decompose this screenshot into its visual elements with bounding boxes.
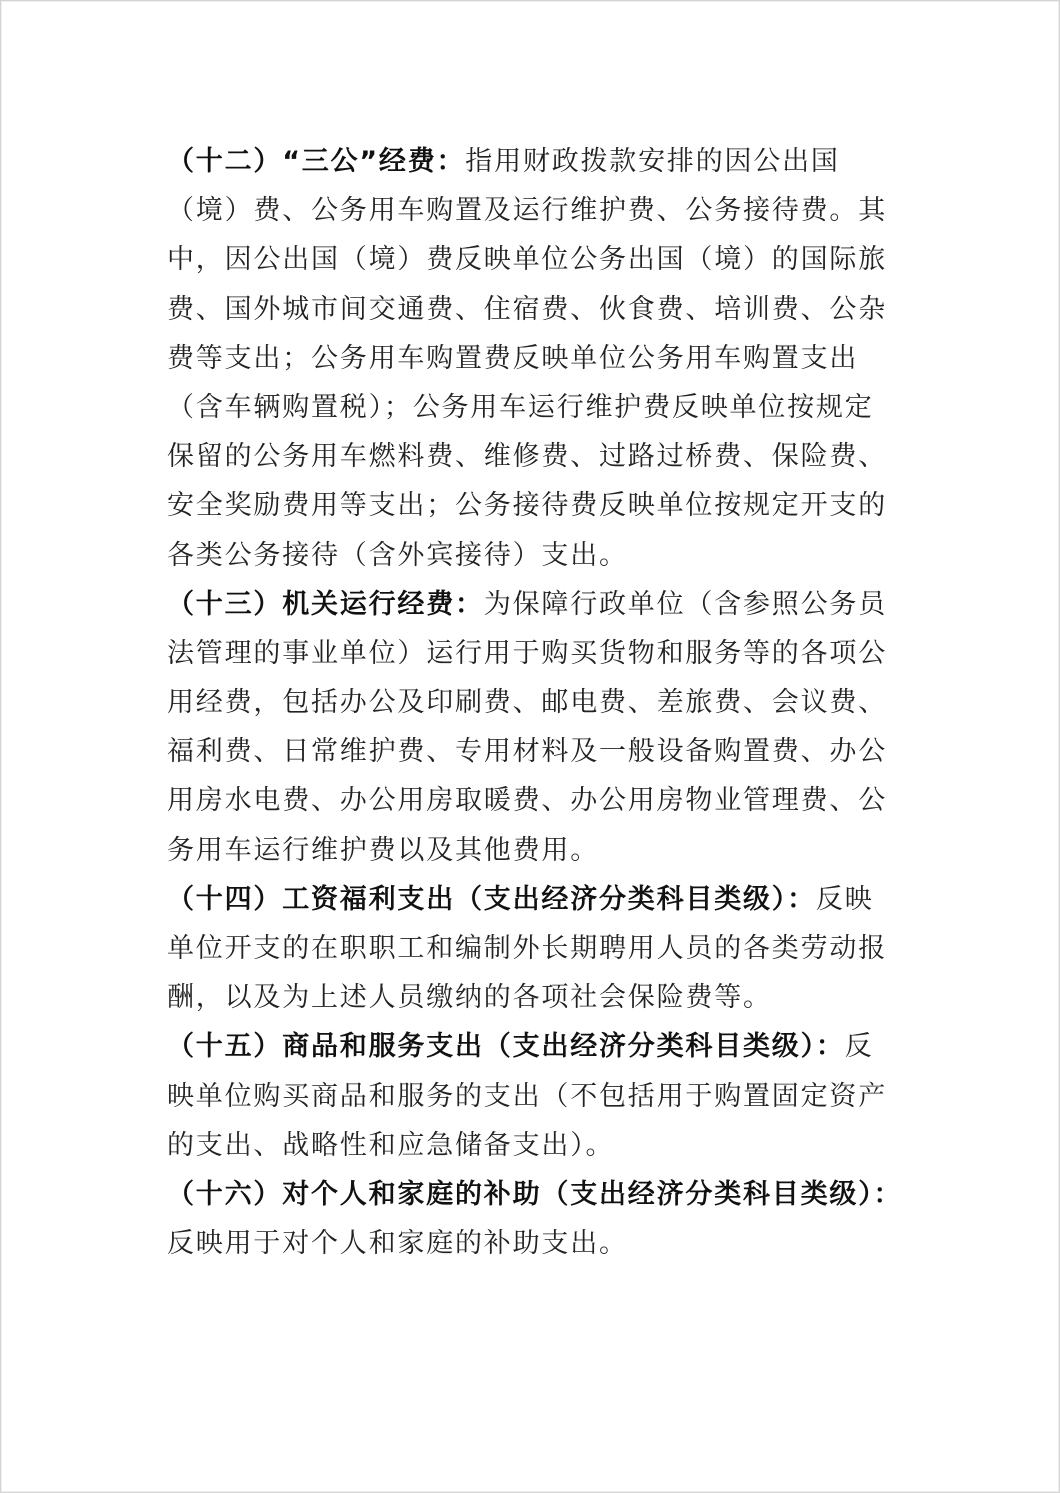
section-heading: （十六）对个人和家庭的补助（支出经济分类科目类级）：	[167, 1178, 903, 1210]
text-line: （境）费、公务用车购置及运行维护费、公务接待费。其	[167, 195, 887, 227]
text-line: （含车辆购置税）；公务用车运行维护费反映单位按规定	[167, 391, 874, 423]
text-line: 安全奖励费用等支出；公务接待费反映单位按规定开支的	[167, 490, 887, 522]
text-line: 费、国外城市间交通费、住宿费、伙食费、培训费、公杂	[167, 293, 887, 325]
section-12-first-line	[167, 137, 907, 186]
section-heading: （十二）“三公”经费：	[167, 146, 466, 177]
text-line: 的支出、战略性和应急储备支出）。	[167, 1129, 615, 1161]
text-line: 反映用于对个人和家庭的补助支出。	[167, 1228, 628, 1260]
section-text: 反	[844, 1031, 874, 1063]
text-line: 单位开支的在职职工和编制外长期聘用人员的各类劳动报	[167, 933, 887, 964]
text-line: 酬，以及为上述人员缴纳的各项社会保险费等。	[167, 982, 772, 1014]
text-line: 费等支出；公务用车购置费反映单位公务用车购置支出	[167, 342, 859, 374]
text-line: 保留的公务用车燃料费、维修费、过路过桥费、保险费、	[167, 441, 887, 473]
text-line: 福利费、日常维护费、专用材料及一般设备购置费、办公	[167, 736, 887, 768]
section-text: 指用财政拨款安排的因公出国	[465, 146, 840, 177]
section-text: 为保障行政单位（含参照公务员	[483, 588, 888, 620]
text-line: 用房水电费、办公用房取暖费、办公用房物业管理费、公	[167, 785, 887, 817]
section-13-first-line	[167, 580, 907, 629]
text-line: 务用车运行维护费以及其他费用。	[167, 834, 599, 866]
text-line: 各类公务接待（含外宾接待）支出。	[167, 539, 628, 571]
document-body	[167, 137, 907, 1268]
section-14-first-line	[167, 875, 907, 924]
text-line: 映单位购买商品和服务的支出（不包括用于购置固定资产	[167, 1080, 887, 1112]
section-heading: （十五）商品和服务支出（支出经济分类科目类级）：	[167, 1031, 845, 1063]
section-16-first-line	[167, 1170, 907, 1219]
text-line: 中，因公出国（境）费反映单位公务出国（境）的国际旅	[167, 244, 887, 276]
section-15-first-line	[167, 1022, 907, 1071]
text-line: 用经费，包括办公及印刷费、邮电费、差旅费、会议费、	[167, 687, 887, 719]
text-line: 法管理的事业单位）运行用于购买货物和服务等的各项公	[167, 637, 887, 669]
section-heading: （十四）工资福利支出（支出经济分类科目类级）：	[167, 883, 816, 915]
section-text: 反映	[815, 883, 874, 915]
section-heading: （十三）机关运行经费：	[167, 588, 484, 620]
